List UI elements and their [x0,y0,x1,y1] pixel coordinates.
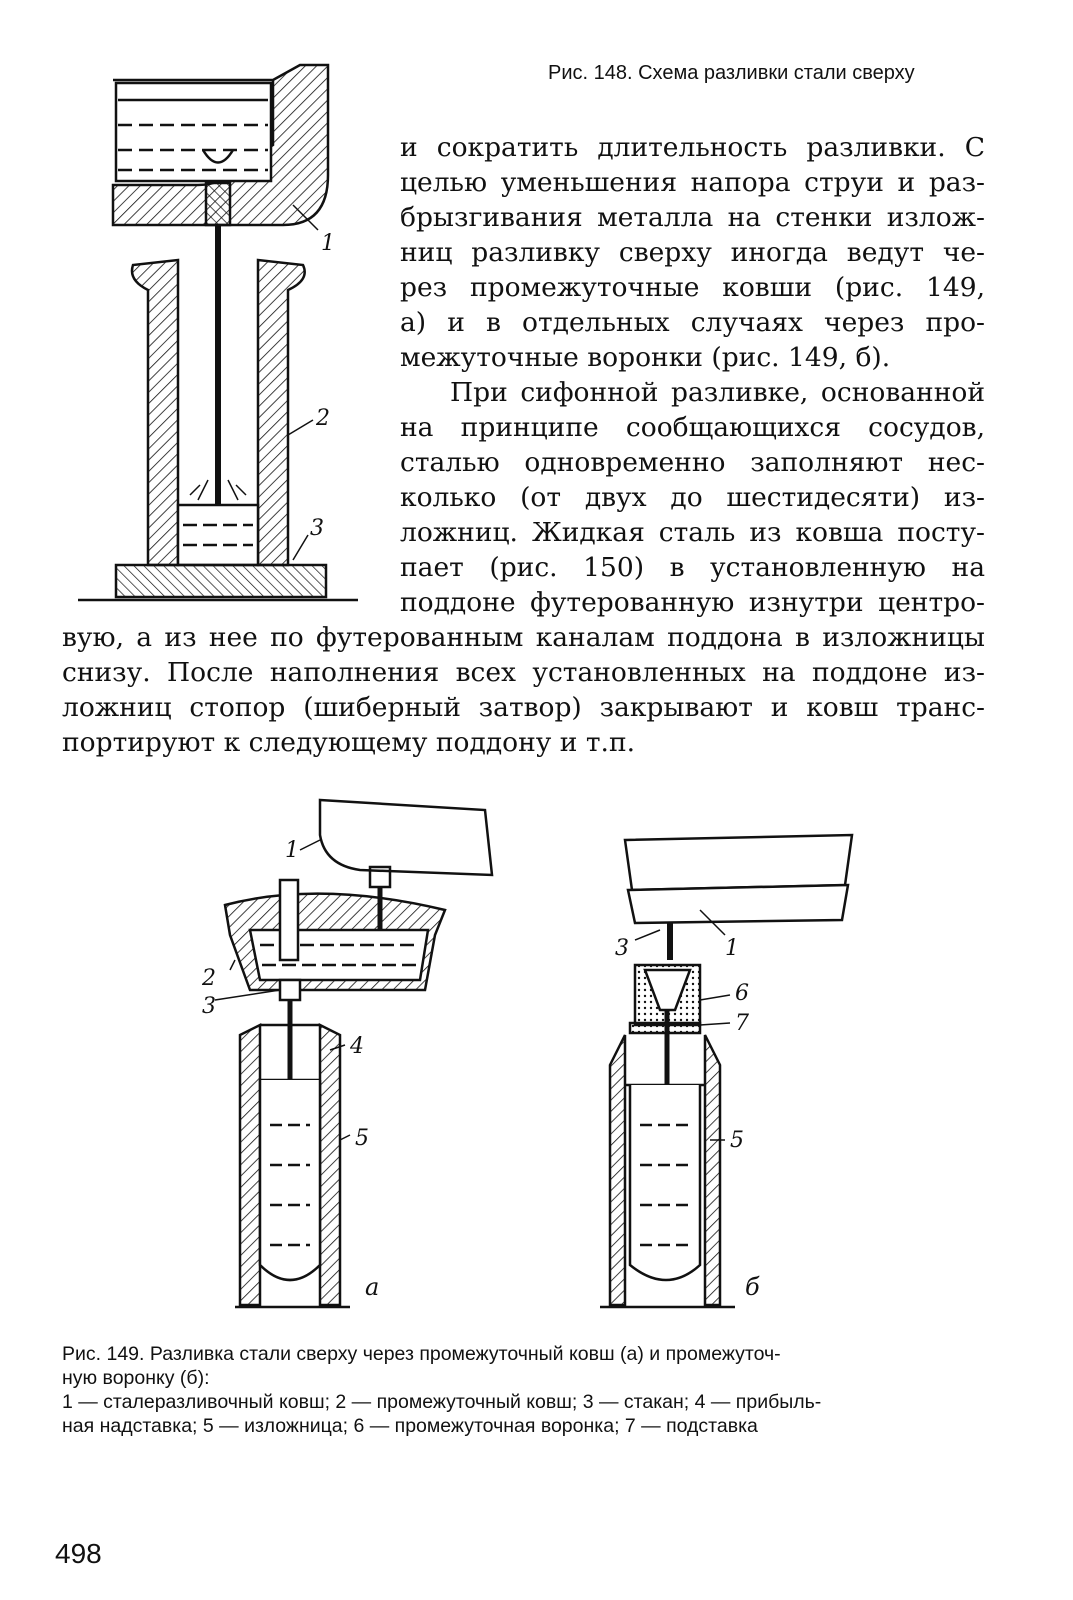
fig149b-label-6: 6 [735,981,749,1006]
fig149a-label-2: 2 [202,966,216,991]
page-number: 498 [55,1538,102,1569]
text-line: на принципе сообщающихся сосудов, [400,412,985,443]
fig148-label-2: 2 [316,406,330,431]
text-line: брызгивания металла на стенки излож- [400,202,985,233]
text-line: вую, а из нее по футерованным каналам поддона в изложницы [62,622,985,653]
caption-line: Рис. 149. Разливка стали сверху через промежуточный ковш (а) и промежуточ- [62,1343,781,1365]
text-line: При сифонной разливке, основанной [450,377,985,408]
text-line: а) и в отдельных случаях через про- [400,307,985,338]
text-line: ниц разливку сверху иногда ведут че- [400,237,985,268]
text-line: сталью одновременно заполняют нес- [400,447,985,478]
text-line: колько (от двух до шестидесяти) из- [400,482,985,513]
ladle-148 [113,65,328,225]
fig149a-label-3: 3 [202,994,216,1019]
text-line: ложниц. Жидкая сталь из ковша посту- [400,517,985,548]
fig149b-label-5: 5 [730,1128,744,1153]
fig148-label-3: 3 [310,516,324,541]
fig149b-sublabel: б [745,1273,760,1301]
fig149a-label-1: 1 [285,838,299,863]
figure-148-diagram [78,55,378,615]
text-line: рез промежуточные ковши (рис. 149, [400,272,985,303]
figure-149-diagram [180,795,1000,1310]
fig149a-label-5: 5 [355,1126,369,1151]
fig149b-label-3: 3 [615,936,629,961]
text-line: целью уменьшения напора струи и раз- [400,167,985,198]
fig149a-label-4: 4 [350,1034,364,1059]
text-full-width [62,620,985,760]
fig149b-label-7: 7 [735,1011,749,1036]
caption-line: ная надставка; 5 — изложница; 6 — промежуточная воронка; 7 — подставка [62,1415,758,1437]
figure-149-caption [62,1342,985,1438]
text-line: и сократить длительность разливки. С [400,132,985,163]
caption-line: ную воронку (б): [62,1367,210,1389]
text-line: пает (рис. 150) в установленную на [400,552,985,583]
text-column [400,130,985,620]
text-line: ложниц стопор (шиберный затвор) закрывают и ковш транс- [62,692,985,723]
text-line: портируют к следующему поддону и т.п. [62,727,636,758]
text-line: снизу. После наполнения всех установленных на поддоне из- [62,657,985,688]
text-line: поддоне футерованную изнутри центро- [400,587,985,618]
fig149b-label-1: 1 [725,936,739,961]
text-line: межуточные воронки (рис. 149, б). [400,342,891,373]
fig148-label-1: 1 [321,231,335,256]
figure-148-caption: Рис. 148. Схема разливки стали сверху [548,62,915,84]
caption-line: 1 — сталеразливочный ковш; 2 — промежуточный ковш; 3 — стакан; 4 — прибыль- [62,1391,822,1413]
fig149a-sublabel: а [365,1273,380,1301]
diagram-b [600,835,852,1307]
tray-148 [78,565,358,600]
